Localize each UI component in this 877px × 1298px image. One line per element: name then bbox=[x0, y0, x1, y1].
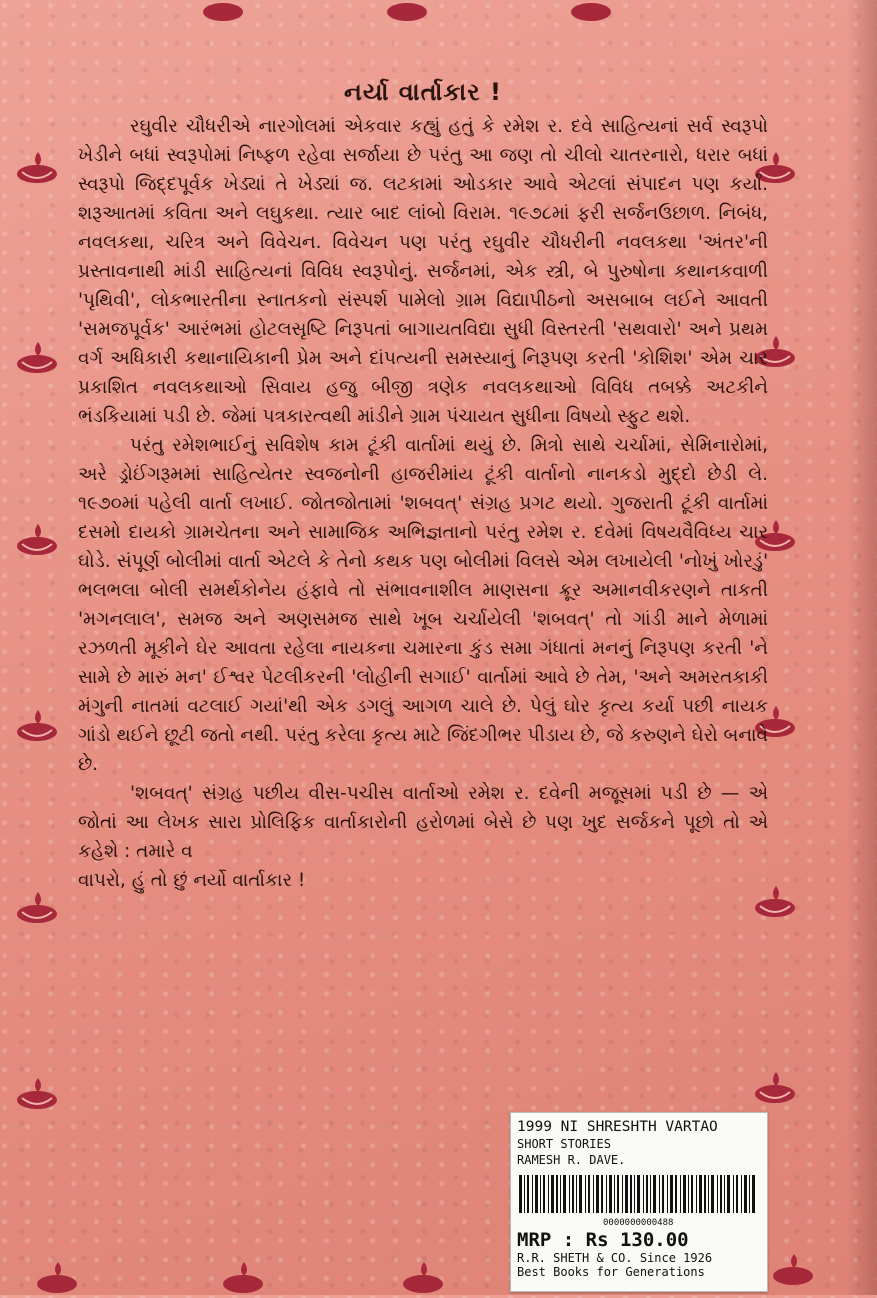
publisher-tagline: Best Books for Generations bbox=[517, 1265, 705, 1279]
paragraph: 'શબવત્' સંગ્રહ પછીય વીસ-પચીસ વાર્તાઓ રમેશ ર. દવેની મજૂસમાં પડી છે — એ જોતાં આ લેખક સારા પ્રોલિફિક વાર્તાકારોની હરોળમાં બેસે છે પણ ખુદ સર્જકને પૂછો તો એ કહેશે : તમારે વ bbox=[78, 783, 768, 862]
diya-lamp-icon bbox=[568, 0, 614, 26]
spine-shadow bbox=[847, 0, 877, 1295]
diya-lamp-icon bbox=[752, 1068, 798, 1108]
author-label: RAMESH R. DAVE. bbox=[517, 1153, 626, 1167]
book-title-label: 1999 NI SHRESHTH VARTAO bbox=[517, 1119, 718, 1135]
diya-lamp-icon bbox=[14, 888, 60, 928]
diya-lamp-icon bbox=[14, 148, 60, 188]
barcode bbox=[519, 1175, 755, 1213]
diya-lamp-icon bbox=[200, 0, 246, 26]
page-title: નર્યા વાર્તાકાર ! bbox=[344, 78, 502, 106]
diya-lamp-icon bbox=[14, 1074, 60, 1114]
diya-lamp-icon bbox=[34, 1258, 80, 1298]
category-label: SHORT STORIES bbox=[517, 1137, 611, 1151]
diya-lamp-icon bbox=[14, 520, 60, 560]
paragraph: પરંતુ રમેશભાઈનું સવિશેષ કામ ટૂંકી વાર્તામાં થયું છે. મિત્રો સાથે ચર્ચામાં, સેમિનારોમાં, અરે ડ્રોઈંગરૂમમાં સાહિત્યેતર સ્વજનોની હાજરીમાંય ટૂંકી વાર્તાનો નાનકડો મુદ્દો છેડી લે. ૧૯૭૦માં પહેલી વાર્તા લખાઈ. જોતજોતામાં 'શબવત્' સંગ્રહ પ્રગટ થયો. ગુજરાતી ટૂંકી વાર્તામાં દસમો દાયકો ગ્રામચેતના અને સામાજિક અભિજ્ઞતાનો પરંતુ રમેશ ર. દવેમાં વિષયવૈવિધ્ય ચાર ઘોડે. સંપૂર્ણ બોલીમાં વાર્તા એટલે કે તેનો કથક પણ બોલીમાં વિલસે એમ લખાયેલી 'નોખું ખોરડું' ભલભલા બોલી સમર્થકોનેય હંફાવે તો સંભાવનાશીલ માણસના ક્રૂર અમાનવીકરણને તાકતી 'મગનલાલ', સમજ અને અણસમજ સાથે ખૂબ ચર્ચાયેલી 'શબવત્' તો ગાંડી માને મેળામાં રઝળતી મૂકીને ઘેર આવતા રહેલા નાયકના ચમારના કુંડ સમા ગંધાતાં મનનું નિરૂપણ કરતી 'ને સામે છે મારું મન' ઈશ્વર પેટલીકરની 'લોહીની સગાઈ' વાર્તામાં આવે છે તેમ, 'અને અમરતકાકી મંગુની નાતમાં વટલાઈ ગયાં'થી એક ડગલું આગળ ચાલે છે. પેલું ઘોર કૃત્ય કર્યા પછી નાયક ગાંડો થઈને છૂટી જતો નથી. પરંતુ કરેલા કૃત્ય માટે જિંદગીભર પીડાય છે, જે કરુણને ઘેરો બનાવે છે. bbox=[78, 435, 768, 775]
back-cover-text bbox=[78, 78, 768, 895]
diya-lamp-icon bbox=[14, 706, 60, 746]
price-sticker bbox=[510, 1112, 768, 1292]
paragraph: રઘુવીર ચૌધરીએ નારગોલમાં એકવાર કહ્યું હતું કે રમેશ ર. દવે સાહિત્યનાં સર્વ સ્વરૂપો ખેડીને બધાં સ્વરૂપોમાં નિષ્ફળ રહેવા સર્જાયા છે પરંતુ આ જણ તો ચીલો ચાતરનારો, ધરાર બધાં સ્વરૂપો જિદ્દપૂર્વક ખેડ્યાં તે ખેડ્યાં જ. લટકામાં ઓડકાર આવે એટલાં સંપાદન પણ કર્યાં. શરૂઆતમાં કવિતા અને લઘુકથા. ત્યાર બાદ લાંબો વિરામ. ૧૯૭૮માં ફરી સર્જનઉછાળ. નિબંધ, નવલકથા, ચરિત્ર અને વિવેચન. વિવેચન પણ પરંતુ રઘુવીર ચૌધરીની નવલકથા 'અંતર'ની પ્રસ્તાવનાથી માંડી સાહિત્યનાં વિવિધ સ્વરૂપોનું. સર્જનમાં, એક સ્ત્રી, બે પુરુષોના કથાનકવાળી 'પૃથિવી', લોકભારતીના સ્નાતકનો સંસ્પર્શ પામેલો ગ્રામ વિદ્યાપીઠનો અસબાબ લઈને આવતી 'સમજપૂર્વક' આરંભમાં હોટલસૃષ્ટિ નિરૂપતાં બાગાયતવિદ્યા સુધી વિસ્તરતી 'સથવારો' અને પ્રથમ વર્ગ અધિકારી કથાનાયિકાની પ્રેમ અને દાંપત્યની સમસ્યાનું નિરૂપણ કરતી 'કોશિશ' એમ ચાર પ્રકાશિત નવલકથાઓ સિવાય હજુ બીજી ત્રણેક નવલકથાઓ વિવિધ તબક્કે અટકીને ભંડકિયામાં પડી છે. જેમાં પત્રકારત્વથી માંડીને ગ્રામ પંચાયત સુધીના વિષયો સ્ફુટ થશે. bbox=[78, 116, 768, 427]
mrp-price: MRP : Rs 130.00 bbox=[517, 1229, 689, 1251]
diya-lamp-icon bbox=[400, 1258, 446, 1298]
diya-lamp-icon bbox=[384, 0, 430, 26]
diya-lamp-icon bbox=[14, 338, 60, 378]
diya-lamp-icon bbox=[220, 1258, 266, 1298]
barcode-number: 0000000000488 bbox=[603, 1218, 674, 1228]
publisher-label: R.R. SHETH & CO. Since 1926 bbox=[517, 1251, 713, 1265]
diya-lamp-icon bbox=[770, 1250, 816, 1290]
paragraph: વાપરો, હું તો છું નર્યો વાર્તાકાર ! bbox=[78, 870, 306, 891]
